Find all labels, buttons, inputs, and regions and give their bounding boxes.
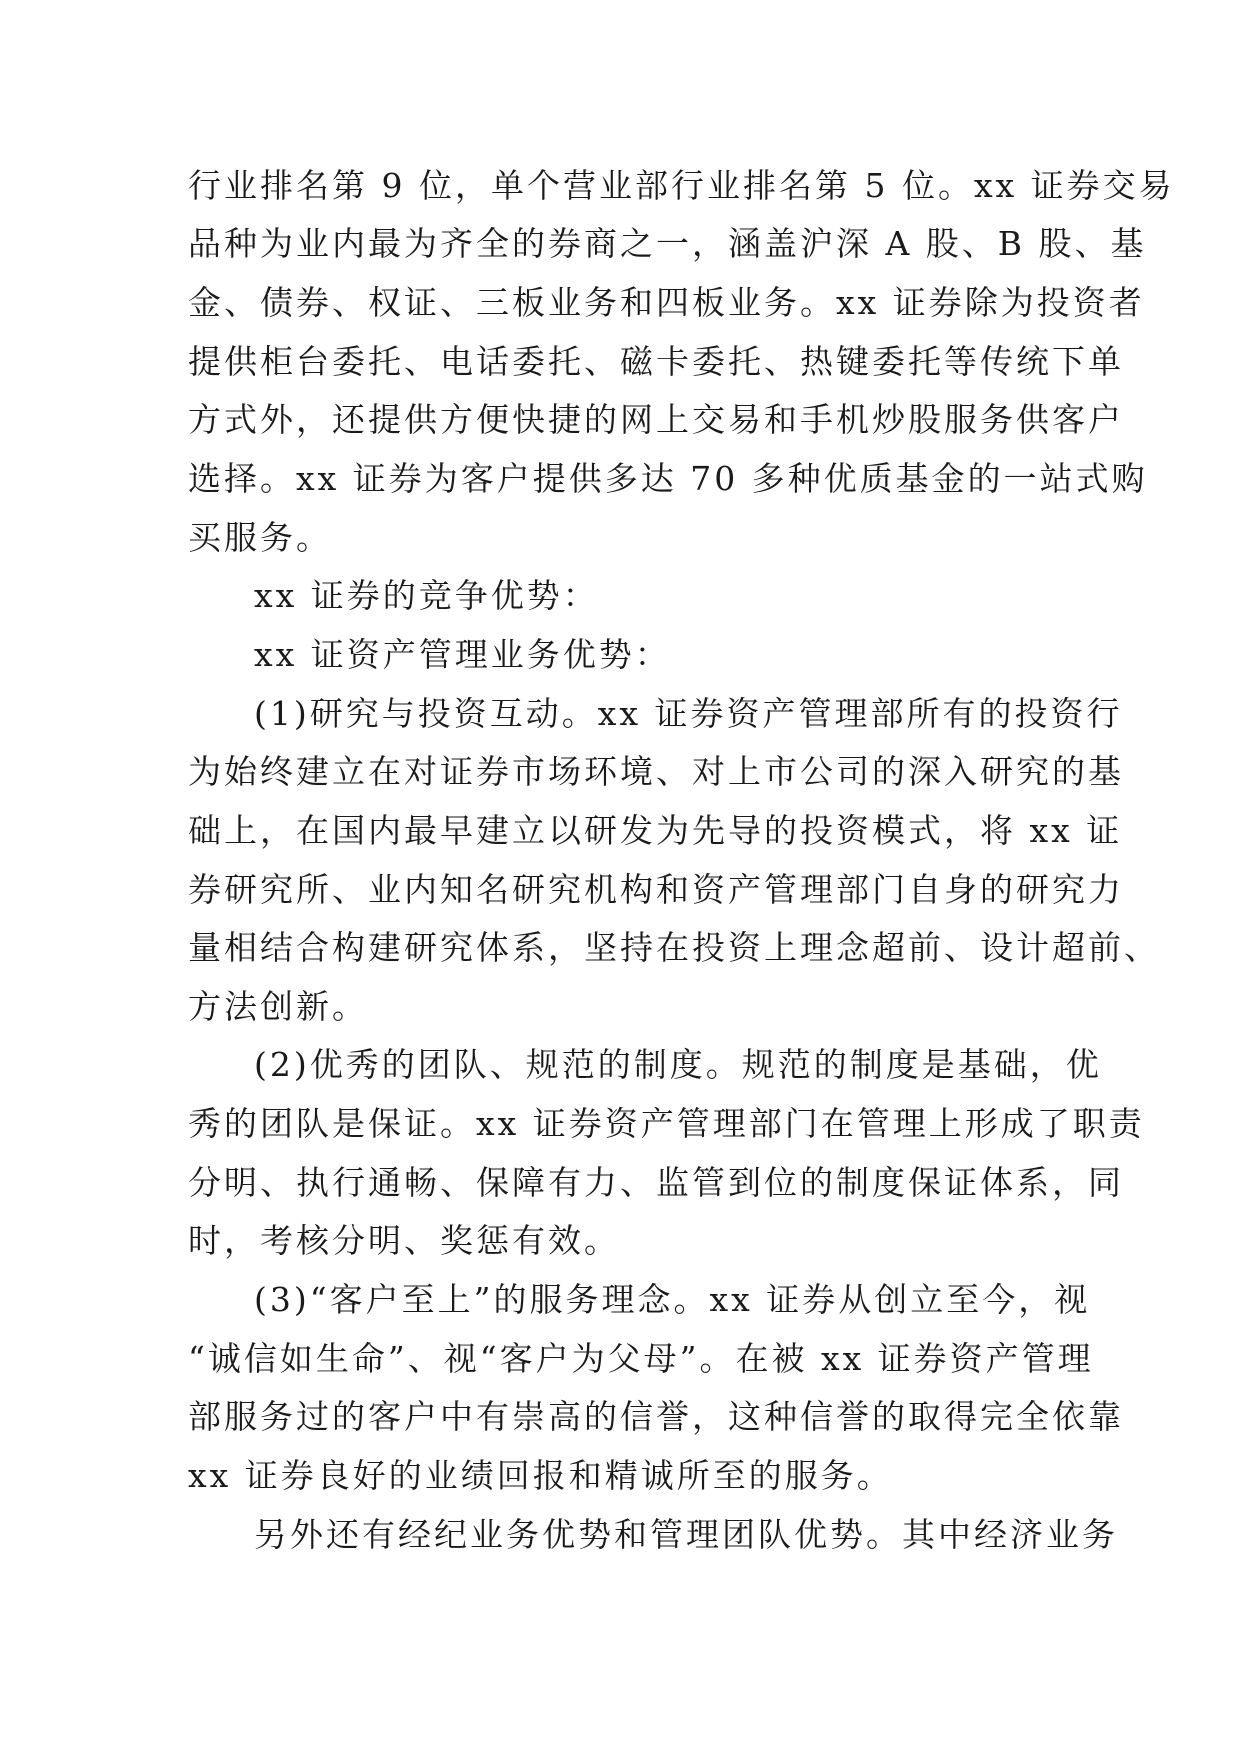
section-heading: xx 证资产管理业务优势：: [254, 635, 671, 674]
paragraph-line: 秀的团队是保证。xx 证券资产管理部门在管理上形成了职责: [188, 1104, 1145, 1143]
paragraph-line: (3)“客户至上”的服务理念。xx 证券从创立至今，视: [254, 1280, 1091, 1319]
paragraph-line: (1)研究与投资互动。xx 证券资产管理部所有的投资行: [254, 694, 1123, 733]
paragraph-line: 品种为业内最为齐全的券商之一，涵盖沪深 A 股、B 股、基: [188, 224, 1147, 263]
paragraph-line: 部服务过的客户中有崇高的信誉，这种信誉的取得完全依靠: [188, 1397, 1124, 1436]
paragraph-line: 量相结合构建研究体系，坚持在投资上理念超前、设计超前、: [188, 928, 1160, 967]
paragraph-line: 金、债券、权证、三板业务和四板业务。xx 证券除为投资者: [188, 283, 1145, 322]
paragraph-line: 提供柜台委托、电话委托、磁卡委托、热键委托等传统下单: [188, 342, 1124, 381]
paragraph-line: (2)优秀的团队、规范的制度。规范的制度是基础，优: [254, 1045, 1102, 1084]
paragraph-line: 选择。xx 证券为客户提供多达 70 多种优质基金的一站式购: [188, 459, 1148, 498]
paragraph-line: 券研究所、业内知名研究机构和资产管理部门自身的研究力: [188, 870, 1124, 909]
paragraph-line: 另外还有经纪业务优势和管理团队优势。其中经济业务: [254, 1515, 1118, 1554]
paragraph-line: 础上，在国内最早建立以研发为先导的投资模式，将 xx 证: [188, 811, 1123, 850]
paragraph-line: 买服务。: [188, 518, 332, 557]
section-heading: xx 证券的竞争优势：: [254, 576, 599, 615]
paragraph-line: 时，考核分明、奖惩有效。: [188, 1221, 620, 1260]
paragraph-line: 方法创新。: [188, 987, 368, 1026]
paragraph-line: 为始终建立在对证券市场环境、对上市公司的深入研究的基: [188, 752, 1124, 791]
paragraph-line: 方式外，还提供方便快捷的网上交易和手机炒股服务供客户: [188, 400, 1124, 439]
paragraph-line: “诚信如生命”、视“客户为父母”。在被 xx 证券资产管理: [188, 1339, 1094, 1378]
paragraph-line: 分明、执行通畅、保障有力、监管到位的制度保证体系，同: [188, 1163, 1124, 1202]
paragraph-line: xx 证券良好的业绩回报和精诚所至的服务。: [188, 1456, 893, 1495]
paragraph-line: 行业排名第 9 位，单个营业部行业排名第 5 位。xx 证券交易: [188, 166, 1175, 205]
